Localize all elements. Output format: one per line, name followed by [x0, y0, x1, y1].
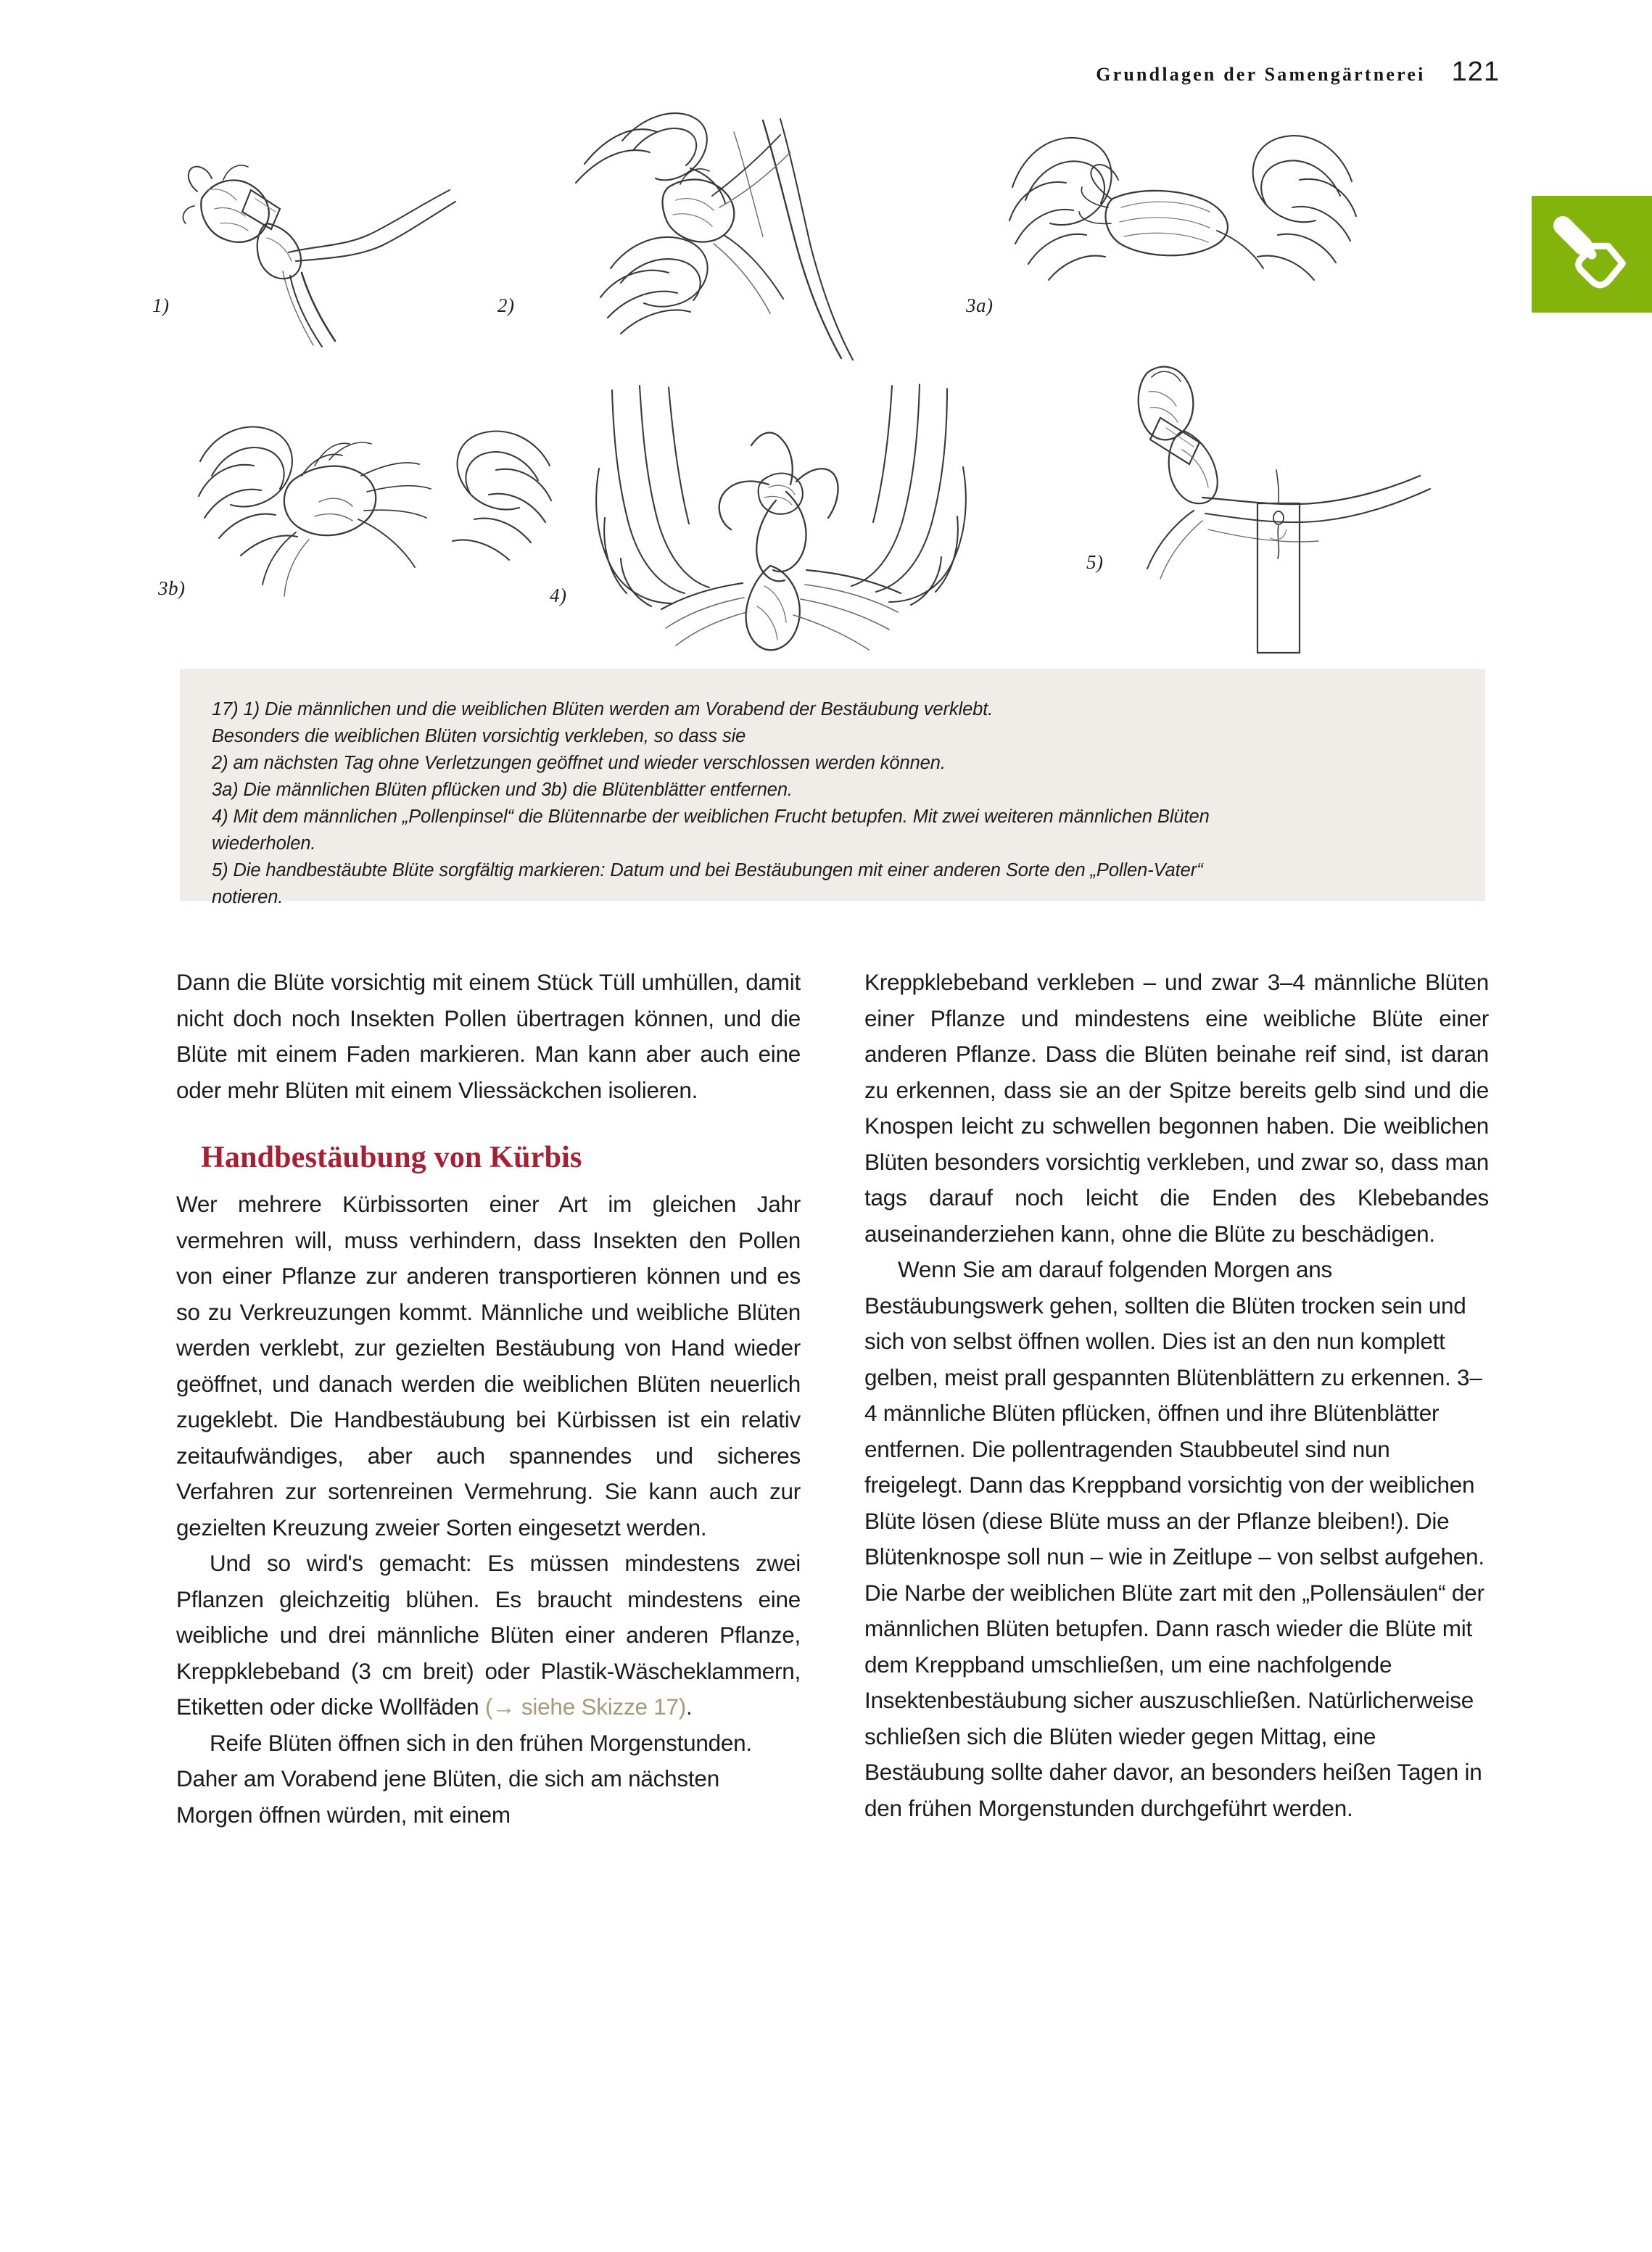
chapter-tool-badge [1532, 196, 1652, 313]
figure-panel-1-label: 1) [152, 294, 170, 316]
paragraph: Dann die Blüte vorsichtig mit einem Stück Tüll umhüllen, damit nicht doch noch Insekten Pollen übertragen können, und die Blüte mit einem Faden markieren. Man kann aber auch eine oder mehr Blüten mit einem Vliessäckchen isolieren. [176, 969, 801, 1103]
figure-panel-3a-label: 3a) [966, 294, 994, 316]
caption-line: wiederholen. [212, 833, 316, 854]
figure-panel-3a [966, 115, 1400, 376]
cross-reference-link[interactable]: (→ siehe Skizze 17) [484, 1694, 687, 1720]
page-number: 121 [1451, 57, 1500, 87]
figure-panel-4 [550, 376, 1043, 688]
trowel-icon [1551, 214, 1632, 295]
figure-panel-4-label: 4) [550, 585, 567, 606]
figure-panel-2-drawing [541, 93, 947, 397]
figure-panel-3b-drawing [187, 405, 564, 637]
paragraph: Wenn Sie am darauf folgenden Morgen ans Bestäubungswerk gehen, sollten die Blüten trocken sein und sich von selbst öffnen wollen. Dies ist an den nun komplett gelben, meist prall gespannten Blütenblättern zu erkennen. 3–4 männliche Blüten pflücken, öffnen und ihre Blütenblätter entfernen. Die pollentragenden Staubbeutel sind nun freigelegt. Dann das Kreppband vorsichtig von der weiblichen Blüte lösen (diese Blüte muss an der Pflanze bleiben!). Die Blütenknospe soll nun – wie in Zeitlupe – von selbst aufgehen. Die Narbe der weiblichen Blüte zart mit den „Pollensäulen“ der männlichen Blüten betupfen. Dann rasch wieder die Blüte mit dem Kreppband umschließen, um eine nachfolgende Insektenbestäubung sicher auszuschließen. Natürlicherweise schließen sich die Blüten wieder gegen Mittag, eine Bestäubung sollte daher davor, an besonders heißen Tagen in den frühen Morgenstunden durchgeführt werden. [864, 1256, 1484, 1821]
caption-line: 17) 1) Die männlichen und die weiblichen Blüten werden am Vorabend der Bestäubung verklebt. [212, 699, 994, 719]
figure-panel-5-label: 5) [1086, 551, 1104, 573]
paragraph: Wer mehrere Kürbissorten einer Art im gleichen Jahr vermehren will, muss verhindern, dass Insekten den Pollen von einer Pflanze zur anderen transportieren können und es so zu Verkreuzungen kommt. Männliche und weibliche Blüten werden verklebt, zur gezielten Bestäubung von Hand wieder geöffnet, und danach werden die weiblichen Blüten neuerlich zugeklebt. Die Handbestäubung bei Kürbissen ist ein relativ zeitaufwändiges, aber auch spannendes und sicheres Verfahren zur sortenreinen Vermehrung. Sie kann auch zur gezielten Kreuzung zweier Sorten eingesetzt werden. [176, 1191, 801, 1540]
figure-panel-4-drawing [579, 376, 1014, 680]
running-head-title: Grundlagen der Samengärtnerei [1096, 64, 1426, 85]
caption-line: 5) Die handbestäubte Blüte sorgfältig markieren: Datum und bei Bestäubungen mit einer anderen Sorte den „Pollen-Vater“ [212, 860, 1203, 880]
figure-panel-1 [152, 136, 586, 383]
figure-panel-2-label: 2) [497, 294, 515, 316]
illustration-figure [152, 136, 1485, 659]
figure-caption-box [180, 669, 1485, 907]
caption-line: 4) Mit dem männlichen „Pollenpinsel“ die Blütennarbe der weiblichen Frucht betupfen. Mit zwei weiteren männlichen Blüten [212, 807, 1210, 827]
right-column [864, 965, 1489, 1833]
running-head [1096, 57, 1500, 88]
figure-panel-2 [497, 93, 991, 412]
caption-line: 2) am nächsten Tag ohne Verletzungen geöffnet und wieder verschlossen werden können. [212, 753, 946, 773]
figure-panel-3b [158, 405, 593, 651]
caption-line: Besonders die weiblichen Blüten vorsichtig verkleben, so dass sie [212, 726, 746, 746]
figure-panel-3a-drawing [994, 115, 1371, 354]
body-columns [176, 965, 1489, 1833]
figure-panel-1-drawing [180, 136, 528, 354]
figure-panel-5-drawing [1115, 361, 1434, 680]
paragraph: Reife Blüten öffnen sich in den frühen Morgenstunden. Daher am Vorabend jene Blüten, die sich am nächsten Morgen öffnen würden, mit einem [176, 1729, 752, 1828]
caption-line: notieren. [212, 887, 284, 907]
left-column [176, 965, 801, 1833]
paragraph: Kreppklebeband verkleben – und zwar 3–4 männliche Blüten einer Pflanze und mindestens eine weibliche Blüte einer anderen Pflanze. Dass die Blüten beinahe reif sind, ist daran zu erkennen, dass sie an der Spitze bereits gelb sind und die Knospen leicht zu schwellen begonnen haben. Die weiblichen Blüten besonders vorsichtig verkleben, und zwar so, dass man tags darauf noch leicht die Enden des Klebebandes auseinanderziehen kann, ohne die Blüte zu beschädigen. [864, 969, 1489, 1247]
paragraph-text-before-xref: Und so wird's gemacht: Es müssen mindestens zwei Pflanzen gleichzeitig blühen. Es braucht mindestens eine weibliche und drei männliche Blüten einer anderen Pflanze, Kreppklebeband (3 cm breit) oder Plastik-Wäscheklammern, Etiketten oder dicke Wollfäden [176, 1550, 801, 1720]
paragraph-text-after-xref: . [686, 1694, 693, 1720]
figure-panel-5 [1086, 361, 1463, 688]
figure-panel-3b-label: 3b) [158, 577, 186, 599]
paragraph [176, 1546, 801, 1725]
caption-line: 3a) Die männlichen Blüten pflücken und 3b) die Blütenblätter entfernen. [212, 780, 793, 800]
section-heading: Handbestäubung von Kürbis [201, 1141, 582, 1174]
